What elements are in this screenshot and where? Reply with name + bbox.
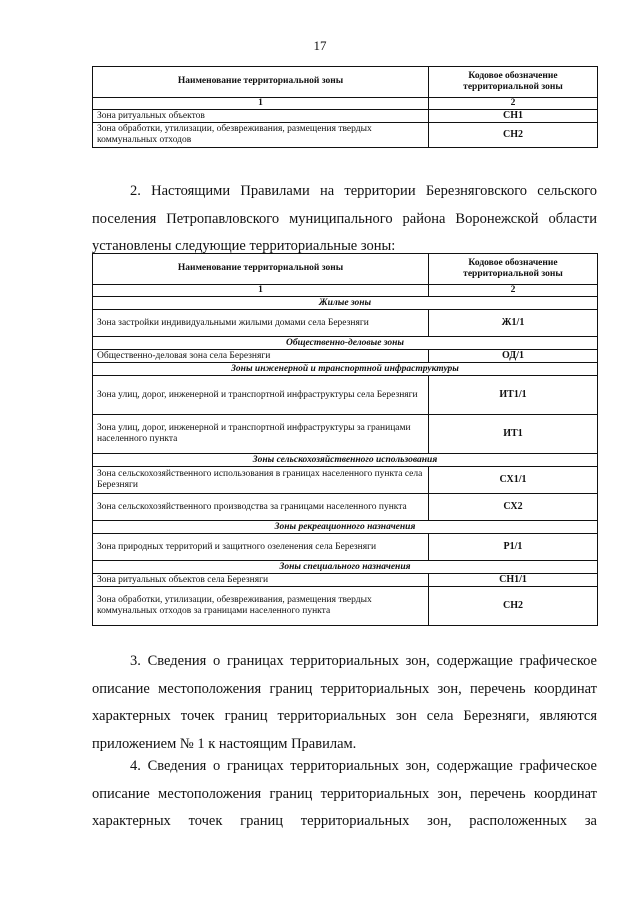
table-row — [93, 350, 598, 363]
table-row — [93, 574, 598, 587]
zone-group-title: Общественно-деловые зоны — [93, 337, 598, 350]
zone-group-title: Зоны инженерной и транспортной инфраструктуры — [93, 363, 598, 376]
table-row — [93, 110, 598, 123]
zone-group-title: Жилые зоны — [93, 297, 598, 310]
zone-name: Зона ритуальных объектов села Березняги — [93, 574, 429, 587]
column-number: 2 — [429, 98, 598, 110]
zone-group-row — [93, 337, 598, 350]
zone-group-row — [93, 561, 598, 574]
column-number: 2 — [429, 285, 598, 297]
zone-code: ОД/1 — [429, 350, 598, 363]
header-zone-name: Наименование территориальной зоны — [93, 67, 429, 98]
table-row — [93, 494, 598, 521]
zone-code: ИТ1 — [429, 415, 598, 454]
header-zone-name: Наименование территориальной зоны — [93, 254, 429, 285]
zone-code: Р1/1 — [429, 534, 598, 561]
zone-code: СН2 — [429, 123, 598, 148]
zone-group-row — [93, 521, 598, 534]
zone-group-title: Зоны рекреационного назначения — [93, 521, 598, 534]
zone-code: СХ2 — [429, 494, 598, 521]
zone-code: ИТ1/1 — [429, 376, 598, 415]
zones-table-2 — [92, 253, 598, 626]
zone-name: Общественно-деловая зона села Березняги — [93, 350, 429, 363]
page-number: 17 — [313, 38, 327, 53]
table-row — [93, 376, 598, 415]
zone-name: Зона обработки, утилизации, обезвреживания, размещения твердых коммунальных отходов за границами населенного пункта — [93, 587, 429, 626]
zone-name: Зона улиц, дорог, инженерной и транспортной инфраструктуры за границами населенного пункта — [93, 415, 429, 454]
zone-group-row — [93, 363, 598, 376]
table-header-row — [93, 254, 598, 285]
zone-code: СН1/1 — [429, 574, 598, 587]
table-row — [93, 123, 598, 148]
paragraph-3: 3. Сведения о границах территориальных зон, содержащие графическое описание местоположения границ территориальных зон, перечень координат характерных точек границ территориальных зон села Березняги, являются приложением № 1 к настоящим Правилам. — [92, 653, 597, 752]
zone-group-title: Зоны специального назначения — [93, 561, 598, 574]
table-row — [93, 587, 598, 626]
zone-name: Зона сельскохозяйственного использования в границах населенного пункта села Березняги — [93, 467, 429, 494]
table-row — [93, 467, 598, 494]
zone-group-row — [93, 454, 598, 467]
zone-code: СН1 — [429, 110, 598, 123]
table-header-row — [93, 67, 598, 98]
paragraph-4: 4. Сведения о границах территориальных зон, содержащие графическое описание местоположения границ территориальных зон, перечень координат характерных точек границ территориальных зон, расположенных за — [92, 758, 597, 829]
zone-name: Зона застройки индивидуальными жилыми домами села Березняги — [93, 310, 429, 337]
column-number-row — [93, 98, 598, 110]
column-number: 1 — [93, 285, 429, 297]
zone-name: Зона улиц, дорог, инженерной и транспортной инфраструктуры села Березняги — [93, 376, 429, 415]
column-number: 1 — [93, 98, 429, 110]
table-row — [93, 534, 598, 561]
table-row — [93, 310, 598, 337]
zone-group-title: Зоны сельскохозяйственного использования — [93, 454, 598, 467]
zones-table-1 — [92, 66, 598, 148]
zone-group-row — [93, 297, 598, 310]
zone-code: СХ1/1 — [429, 467, 598, 494]
zone-name: Зона сельскохозяйственного производства за границами населенного пункта — [93, 494, 429, 521]
header-zone-code: Кодовое обозначение территориальной зоны — [429, 254, 598, 285]
table-row — [93, 415, 598, 454]
header-zone-code: Кодовое обозначение территориальной зоны — [429, 67, 598, 98]
column-number-row — [93, 285, 598, 297]
zone-name: Зона природных территорий и защитного озеленения села Березняги — [93, 534, 429, 561]
paragraph-2: 2. Настоящими Правилами на территории Березняговского сельского поселения Петропавловского муниципального района Воронежской области установлены следующие территориальные зоны: — [92, 183, 597, 254]
zone-name: Зона обработки, утилизации, обезвреживания, размещения твердых коммунальных отходов — [93, 123, 429, 148]
zone-code: СН2 — [429, 587, 598, 626]
zone-code: Ж1/1 — [429, 310, 598, 337]
zone-name: Зона ритуальных объектов — [93, 110, 429, 123]
